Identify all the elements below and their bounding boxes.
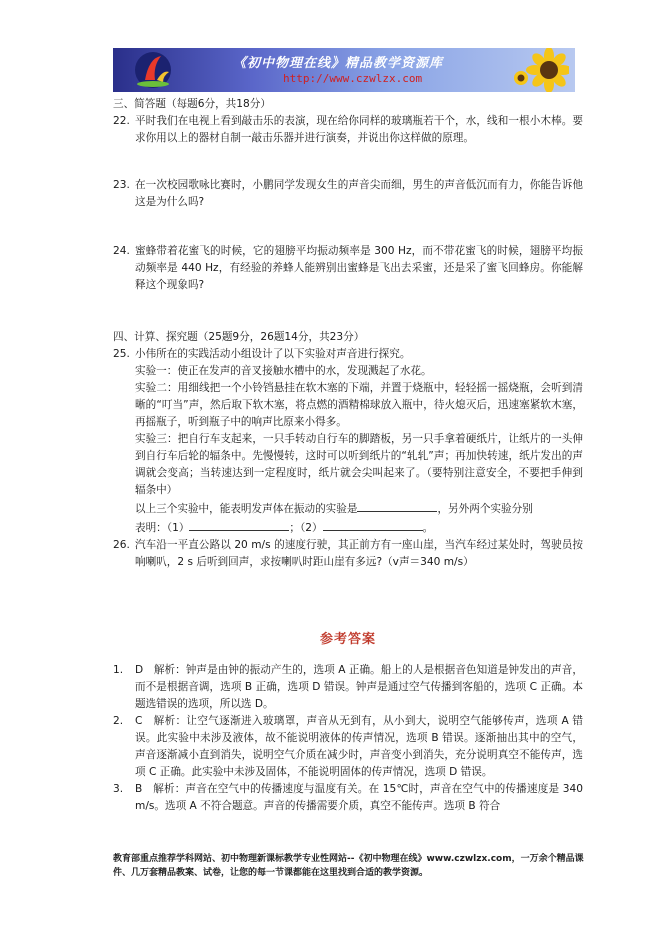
question-text: 在一次校园歌咏比赛时，小鹏同学发现女生的声音尖而细，男生的声音低沉而有力，你能告诉他这是为什么吗? — [135, 179, 583, 208]
question-26 — [113, 537, 583, 571]
answers-title: 参考答案 — [319, 632, 376, 647]
banner-url[interactable]: http://www.czwlzx.com — [283, 72, 423, 85]
experiment-1: 实验一：使正在发声的音叉接触水槽中的水，发现溅起了水花。 — [135, 365, 432, 377]
site-logo-icon — [123, 50, 183, 90]
answer-blank[interactable] — [323, 518, 423, 531]
answer-item — [113, 662, 583, 713]
document-body — [113, 96, 583, 815]
question-text: 汽车沿一平直公路以 20 m/s 的速度行驶，其正前方有一座山崖，当汽车经过某处时，驾驶员按响喇叭，2 s 后听到回声，求按喇叭时距山崖有多远?（v声＝340 m/s） — [135, 539, 583, 568]
answer-text: D 解析：钟声是由钟的振动产生的，选项 A 正确。船上的人是根据音色知道是钟发出的声音，而不是根据音调，选项 B 正确，选项 D 错误。钟声是通过空气传播到客船的，选项 C 正确。本题选错误的选项，所以选 D。 — [135, 664, 583, 710]
sunflower-icon — [509, 48, 569, 92]
fill-text: ，另外两个实验分别 — [437, 503, 533, 515]
question-24 — [113, 243, 583, 294]
fill-text: 表明：（1） — [135, 522, 190, 534]
experiment-2: 实验二：用细线把一个小铃铛悬挂在软木塞的下端，并置于烧瓶中，轻轻摇一摇烧瓶，会听到清晰的“叮当”声，然后取下软木塞，将点燃的酒精棉球放入瓶中，待火熄灭后，迅速塞紧软木塞，再摇瓶子，听到瓶子中的响声比原来小得多。 — [135, 382, 583, 428]
answer-space — [113, 147, 583, 177]
fill-in-line-1 — [113, 499, 583, 518]
answer-space — [113, 294, 583, 329]
section-4-heading: 四、计算、探究题（25题9分，26题14分，共23分） — [113, 331, 365, 343]
question-number: 25. — [113, 348, 130, 360]
question-23 — [113, 177, 583, 211]
question-number: 24. — [113, 245, 130, 257]
answer-number: 2. — [113, 715, 124, 727]
question-number: 23. — [113, 179, 130, 191]
experiment-3: 实验三：把自行车支起来，一只手转动自行车的脚踏板，另一只手拿着硬纸片，让纸片的一头伸到自行车后轮的辐条中。先慢慢转，这时可以听到纸片的“轧轧”声；再加快转速，纸片发出的声调就会变高；当转速达到一定程度时，纸片就会尖叫起来了。（要特别注意安全，不要把手伸到辐条中） — [135, 433, 583, 496]
question-text: 平时我们在电视上看到敲击乐的表演，现在给你同样的玻璃瓶若干个，水，线和一根小木棒。要求你用以上的器材自制一敲击乐器并进行演奏，并说出你这样做的原理。 — [135, 115, 583, 144]
page-footer: 教育部重点推荐学科网站、初中物理新课标教学专业性网站--《初中物理在线》www.czwlzx.com，一万余个精品课件、几万套精品教案、试卷，让您的每一节课都能在这里找到合适的教学资源。 — [113, 854, 584, 878]
fill-in-line-2 — [113, 518, 583, 537]
answer-item — [113, 713, 583, 781]
answer-space — [113, 211, 583, 243]
question-25 — [113, 346, 583, 363]
answer-number: 3. — [113, 783, 124, 795]
question-text: 小伟所在的实践活动小组设计了以下实验对声音进行探究。 — [135, 348, 411, 360]
answer-text: C 解析：让空气逐渐进入玻璃罩，声音从无到有，从小到大，说明空气能够传声，选项 A 错误。此实验中未涉及液体，故不能说明液体的传声情况，选项 B 错误。逐渐抽出其中的空气，声音逐渐减小直到消失，说明空气介质在减少时，声音变小到消失，充分说明真空不能传声，选项 C 正确。此实验中未涉及固体，不能说明固体的传声情况，选项 D 错误。 — [135, 715, 583, 778]
answer-blank[interactable] — [357, 499, 437, 512]
answer-blank[interactable] — [189, 518, 289, 531]
fill-text: 。 — [422, 522, 434, 534]
question-number: 26. — [113, 539, 130, 551]
header-banner — [113, 48, 575, 92]
banner-title: 《初中物理在线》精品教学资源库 — [233, 56, 444, 71]
question-number: 22. — [113, 115, 130, 127]
question-text: 蜜蜂带着花蜜飞的时候，它的翅膀平均振动频率是 300 Hz，而不带花蜜飞的时候，翅膀平均振动频率是 440 Hz，有经验的养蜂人能辨别出蜜蜂是飞出去采蜜，还是采了蜜飞回蜂房。你能解释这个现象吗? — [135, 245, 583, 291]
fill-text: 以上三个实验中，能表明发声体在振动的实验是 — [135, 503, 358, 515]
answer-item — [113, 781, 583, 815]
section-3-heading: 三、简答题（每题6分，共18分） — [113, 98, 271, 110]
answer-text: B 解析：声音在空气中的传播速度与温度有关。在 15℃时，声音在空气中的传播速度是 340 m/s。选项 A 不符合题意。声音的传播需要介质，真空不能传声。选项 B 符合 — [135, 783, 583, 812]
fill-text: ；（2） — [289, 522, 323, 534]
question-22 — [113, 113, 583, 147]
answer-number: 1. — [113, 664, 124, 676]
